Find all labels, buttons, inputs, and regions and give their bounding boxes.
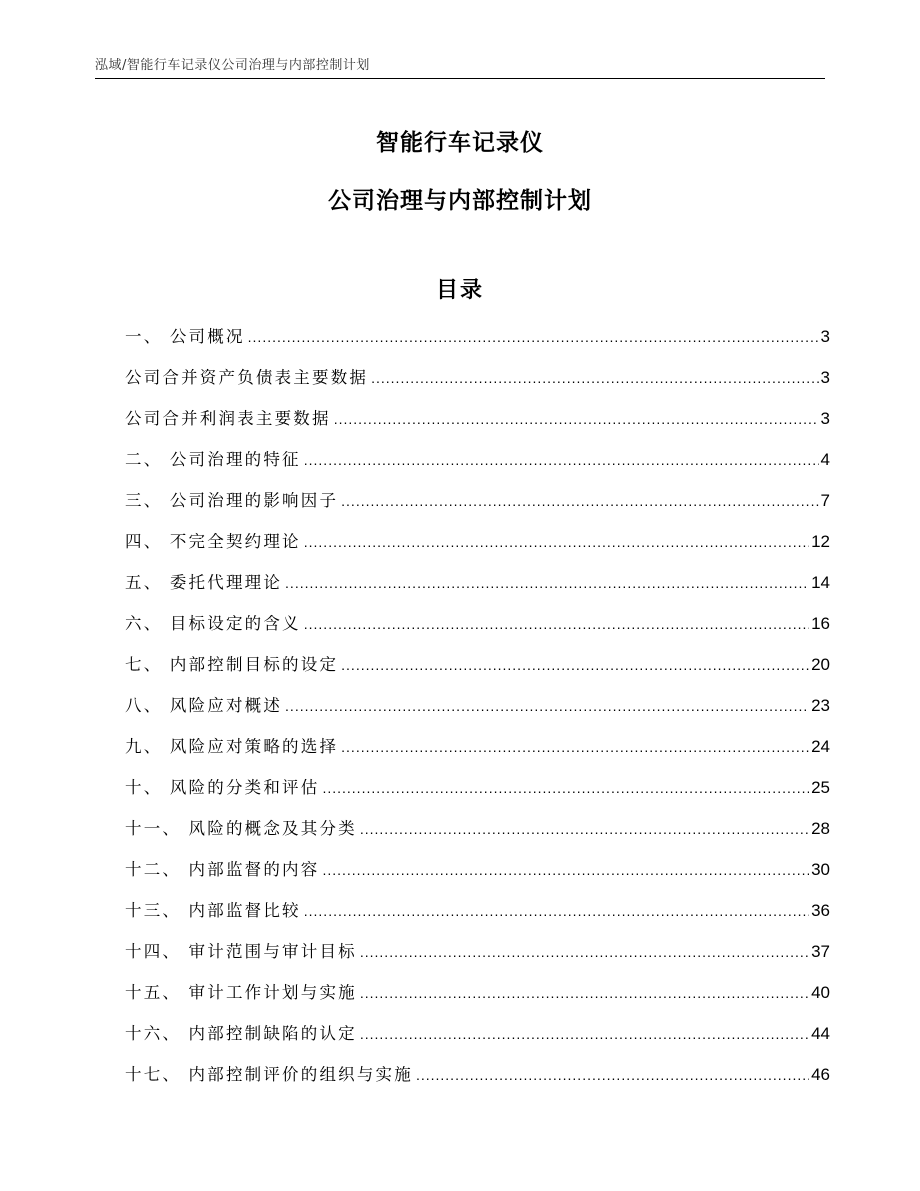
toc-entry-label: 六、 目标设定的含义: [125, 614, 301, 633]
toc-entry-page: 7: [820, 491, 830, 510]
toc-heading: 目录: [435, 278, 484, 303]
toc-entry-page: 40: [811, 983, 830, 1002]
toc-dot-leader: [416, 1059, 809, 1091]
toc-entry[interactable]: [125, 690, 830, 731]
toc-entry[interactable]: [125, 403, 830, 444]
document-title-line-2: 公司治理与内部控制计划: [328, 188, 592, 214]
toc-entry-label: 公司合并资产负债表主要数据: [125, 368, 369, 387]
toc-entry[interactable]: [125, 485, 830, 526]
toc-entry[interactable]: [125, 1018, 830, 1059]
running-header: 泓域/智能行车记录仪公司治理与内部控制计划: [95, 58, 370, 73]
toc-entry-page: 3: [820, 327, 830, 346]
toc-entry[interactable]: [125, 854, 830, 895]
toc-dot-leader: [322, 854, 809, 886]
toc-entry-page: 46: [811, 1065, 830, 1084]
toc-entry-page: 4: [820, 450, 830, 469]
toc-dot-leader: [360, 936, 809, 968]
toc-entry-label: 八、 风险应对概述: [125, 696, 283, 715]
toc-entry-label: 十二、 内部监督的内容: [125, 860, 320, 879]
toc-entry-label: 二、 公司治理的特征: [125, 450, 301, 469]
toc-entry-page: 3: [820, 409, 830, 428]
toc-entry[interactable]: [125, 977, 830, 1018]
toc-entry[interactable]: [125, 444, 830, 485]
toc-entry-label: 七、 内部控制目标的设定: [125, 655, 339, 674]
toc-entry[interactable]: [125, 526, 830, 567]
toc-dot-leader: [341, 485, 818, 517]
toc-entry[interactable]: [125, 936, 830, 977]
toc-entry-page: 25: [811, 778, 830, 797]
toc-entry-page: 36: [811, 901, 830, 920]
toc-entry-page: 30: [811, 860, 830, 879]
toc-entry[interactable]: [125, 608, 830, 649]
toc-dot-leader: [248, 321, 819, 353]
toc-entry[interactable]: [125, 567, 830, 608]
toc-entry[interactable]: [125, 649, 830, 690]
toc-entry[interactable]: [125, 895, 830, 936]
toc-entry-label: 五、 委托代理理论: [125, 573, 283, 592]
toc-entry-label: 十六、 内部控制缺陷的认定: [125, 1024, 357, 1043]
toc-dot-leader: [360, 977, 809, 1009]
header-rule: [95, 78, 825, 79]
toc-entry[interactable]: [125, 813, 830, 854]
toc-entry[interactable]: [125, 1059, 830, 1100]
toc-entry-label: 十、 风险的分类和评估: [125, 778, 320, 797]
table-of-contents: [125, 321, 830, 1100]
toc-entry-page: 44: [811, 1024, 830, 1043]
toc-entry-page: 20: [811, 655, 830, 674]
toc-entry-page: 3: [820, 368, 830, 387]
toc-dot-leader: [304, 526, 809, 558]
toc-dot-leader: [360, 813, 809, 845]
toc-entry-page: 37: [811, 942, 830, 961]
toc-entry-label: 十四、 审计范围与审计目标: [125, 942, 357, 961]
toc-dot-leader: [285, 567, 809, 599]
toc-dot-leader: [304, 608, 809, 640]
toc-entry-page: 28: [811, 819, 830, 838]
toc-dot-leader: [371, 362, 818, 394]
toc-entry-label: 十七、 内部控制评价的组织与实施: [125, 1065, 413, 1084]
toc-entry[interactable]: [125, 731, 830, 772]
toc-entry-label: 公司合并利润表主要数据: [125, 409, 331, 428]
toc-entry-page: 23: [811, 696, 830, 715]
toc-entry-label: 十五、 审计工作计划与实施: [125, 983, 357, 1002]
toc-entry[interactable]: [125, 772, 830, 813]
toc-entry-page: 16: [811, 614, 830, 633]
toc-entry-label: 四、 不完全契约理论: [125, 532, 301, 551]
toc-entry[interactable]: [125, 362, 830, 403]
toc-dot-leader: [322, 772, 809, 804]
toc-dot-leader: [304, 895, 809, 927]
toc-entry-label: 十三、 内部监督比较: [125, 901, 301, 920]
toc-entry[interactable]: [125, 321, 830, 362]
toc-dot-leader: [304, 444, 819, 476]
toc-dot-leader: [285, 690, 809, 722]
toc-entry-label: 九、 风险应对策略的选择: [125, 737, 339, 756]
toc-entry-page: 14: [811, 573, 830, 592]
toc-entry-page: 24: [811, 737, 830, 756]
toc-dot-leader: [341, 731, 809, 763]
toc-entry-label: 十一、 风险的概念及其分类: [125, 819, 357, 838]
toc-dot-leader: [360, 1018, 809, 1050]
document-title-line-1: 智能行车记录仪: [376, 130, 544, 156]
toc-entry-label: 三、 公司治理的影响因子: [125, 491, 339, 510]
toc-entry-page: 12: [811, 532, 830, 551]
toc-entry-label: 一、 公司概况: [125, 327, 245, 346]
toc-dot-leader: [341, 649, 809, 681]
toc-dot-leader: [334, 403, 819, 435]
